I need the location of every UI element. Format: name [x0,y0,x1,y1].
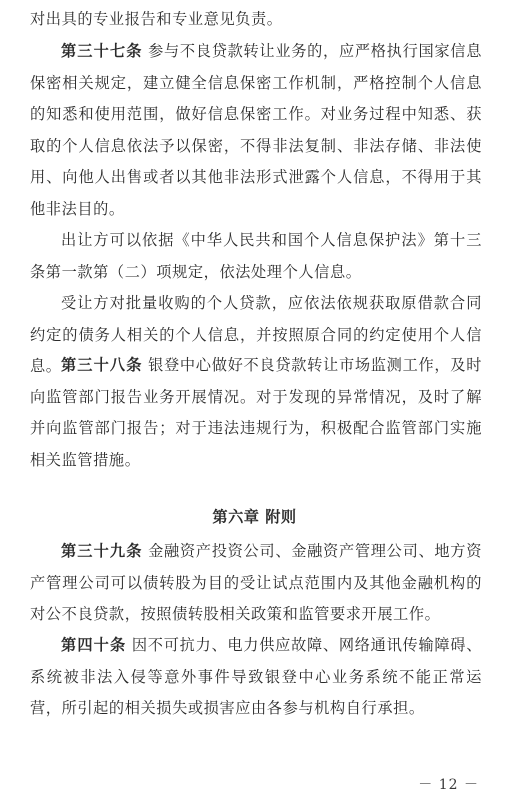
article-38 [30,350,482,476]
article-38-text: 银登中心做好不良贷款转让市场监测工作，及时向监管部门报告业务开展情况。对于发现的异常情况，及时了解并向监管部门报告；对于违法违规行为，积极配合监管部门实施相关监管措施。 [30,356,482,469]
article-40 [30,630,482,725]
article-39-label: 第三十九条 [61,542,143,560]
paragraph-transferee: 受让方对批量收购的个人贷款，应依法依规获取原借款合同约定的债务人相关的个人信息，并按照原合同的约定使用个人信息。 [30,294,482,375]
article-38-label: 第三十八条 [61,356,143,374]
article-37-text: 参与不良贷款转让业务的，应严格执行国家信息保密相关规定，建立健全信息保密工作机制，严格控制个人信息的知悉和使用范围，做好信息保密工作。对业务过程中知悉、获取的个人信息依法予以保密，不得非法复制、非法存储、非法使用、向他人出售或者以其他非法形式泄露个人信息，不得用于其他非法目的。 [30,42,482,218]
article-40-text: 因不可抗力、电力供应故障、网络通讯传输障碍、系统被非法入侵等意外事件导致银登中心业务系统不能正常运营，所引起的相关损失或损害应由各参与机构自行承担。 [30,636,482,717]
chapter-title: 第六章 附则 [212,508,297,526]
article-39 [30,536,482,631]
paragraph-transferor: 出让方可以依据《中华人民共和国个人信息保护法》第十三条第一款第（二）项规定，依法处理个人信息。 [30,231,482,281]
article-40-label: 第四十条 [61,636,127,654]
article-37 [30,36,482,225]
intro-line: 对出具的专业报告和专业意见负责。 [30,10,283,28]
article-37-label: 第三十七条 [61,42,143,60]
page-number: － 12 － [418,777,479,793]
article-39-text: 金融资产投资公司、金融资产管理公司、地方资产管理公司可以债转股为目的受让试点范围内及其他金融机构的对公不良贷款，按照债转股相关政策和监管要求开展工作。 [30,542,482,623]
